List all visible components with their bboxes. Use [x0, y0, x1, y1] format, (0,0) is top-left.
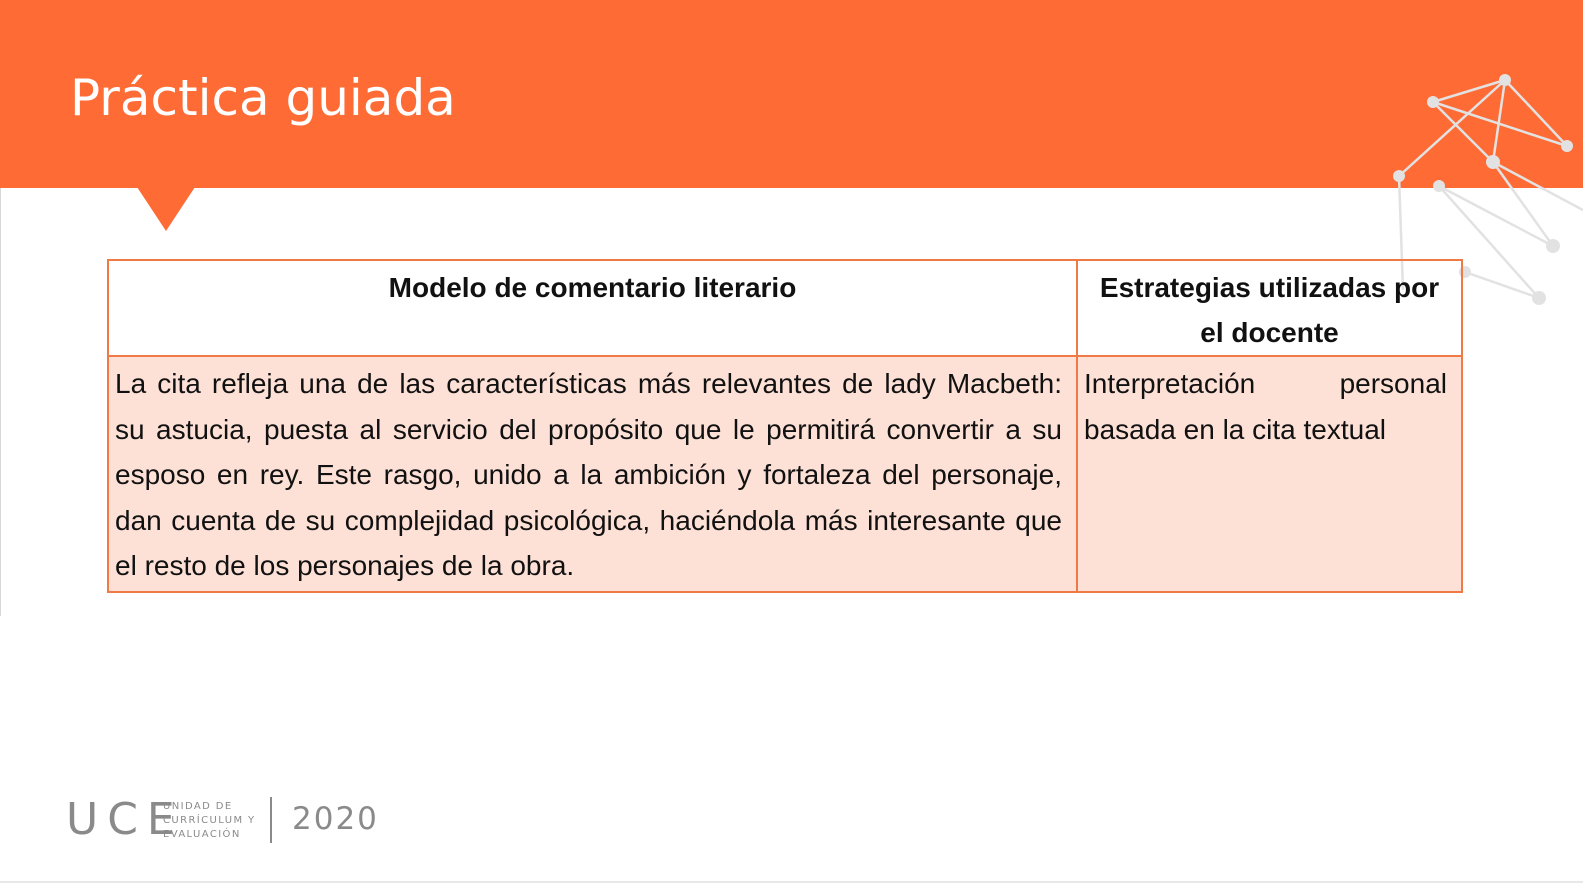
header-pointer: [137, 187, 195, 231]
logo-subtitle-line: CURRÍCULUM Y: [163, 815, 256, 826]
logo-subtitle: [163, 800, 256, 842]
logo-subtitle-line: UNIDAD DE: [163, 801, 233, 812]
header-model-comment: Modelo de comentario literario: [108, 260, 1077, 356]
page-title: Práctica guiada: [70, 69, 456, 127]
comment-text-cell: La cita refleja una de las características más relevantes de lady Macbeth: su astucia, puesta al servicio del propósito que le permitirá convertir a su esposo en rey. Este rasgo, unido a la ambición y fortaleza del personaje, dan cuenta de su complejidad psicológica, haciéndola más interesante que el resto de los personajes de la obra.: [108, 356, 1077, 592]
strategy-text-cell: Interpretación personal basada en la cita textual: [1077, 356, 1462, 592]
table-header-row: [108, 260, 1462, 356]
uce-logo: [66, 794, 396, 845]
comment-table: [107, 259, 1463, 593]
table-row: [108, 356, 1462, 592]
header-teacher-strategies: Estrategias utilizadas por el docente: [1077, 260, 1462, 356]
logo-year: 2020: [292, 801, 379, 837]
logo-subtitle-line: EVALUACIÓN: [163, 829, 241, 840]
left-edge-line: [0, 188, 1, 616]
logo-divider: [270, 797, 272, 843]
bottom-divider: [0, 881, 1583, 883]
logo-acronym: UCE: [66, 794, 184, 845]
